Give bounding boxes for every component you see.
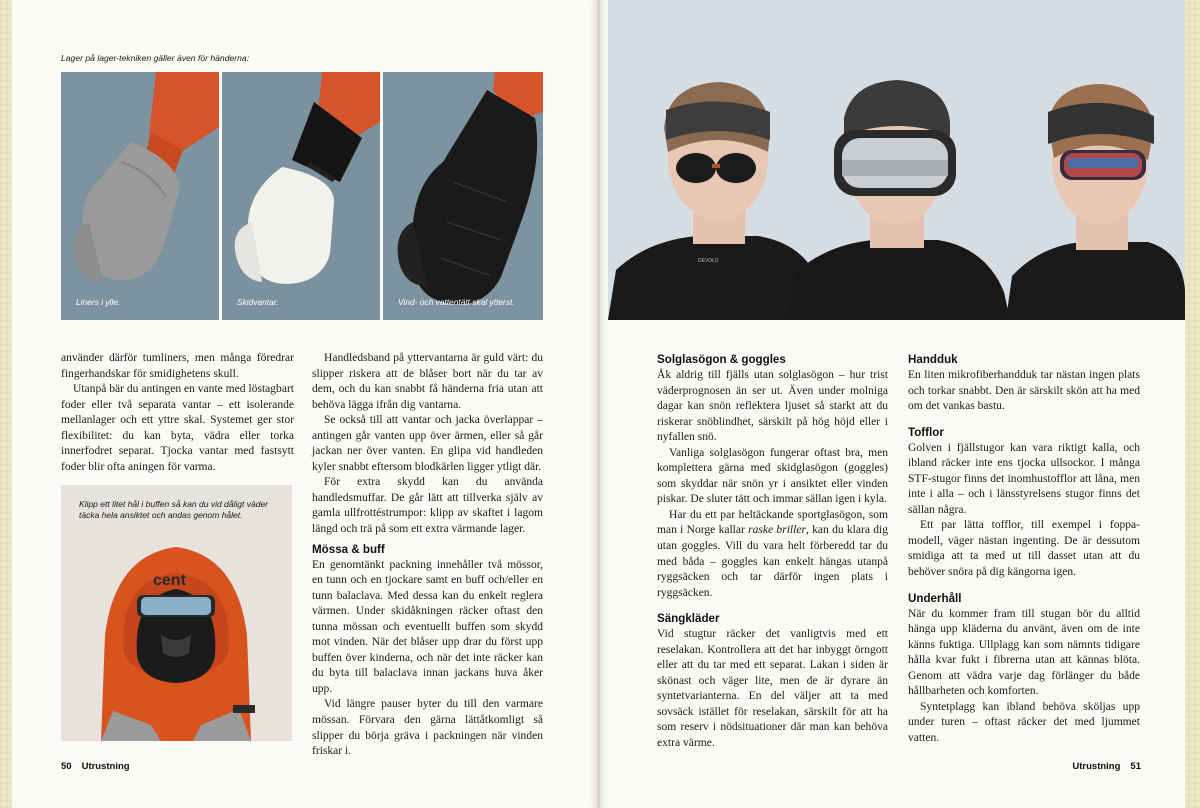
paragraph-raske-briller	[657, 508, 888, 601]
italic-term: raske briller	[748, 524, 806, 537]
paragraph: En genomtänkt packning innehåller två mössor, en tunn och en tjockare samt en buff och/eller en tunn balaclava. Med dessa kan du enkelt reglera värmen. Under skidåkningen räcker oftast den tunna mössan och eventuellt buffen som skydd mot vinden. När det blåser upp drar du först upp buffen över kinderna, och när det inte räcker kan du byta till balaclava innan jackans huva åker upp.	[312, 558, 543, 695]
buff-person-image	[61, 485, 292, 741]
shell-mitten-image	[383, 72, 543, 320]
paragraph: Vid stugtur räcker det vanligtvis med ett reselakan. Kontrollera att det har inbyggt örngott eller att du tar med ett separat. Lakan i siden är skönast och väger lite, men de är dyrare än syntetvarianterna. En del väljer att ta med sovsäck istället för reselakan, särskilt för att ha som reserv i nödsituationer där man kan behöva extra värme.	[657, 628, 888, 750]
folio-left	[61, 761, 130, 772]
heading-sunglasses-goggles: Solglasögon & goggles	[657, 353, 786, 366]
heading-bedding: Sängkläder	[657, 612, 720, 626]
heading-towel: Handduk	[908, 353, 958, 366]
ski-mitten-image	[222, 72, 380, 320]
paragraph: använder därför tumliners, men många föredrar fingerhandskar för smidighetens skull.	[61, 352, 294, 380]
paragraph: Utanpå bär du antingen en vante med löstagbart foder eller två separata vantar – ett isolerande mellanlager och ett yttre skal. Systemet ger stor flexibilitet: du kan byta, vädra eller torka innerfodret separat. Tjocka vantar med fastsytt foder blir ofta aningen för varma.	[61, 383, 294, 473]
photo-wool-liners	[61, 72, 219, 320]
photo-shell-mittens	[383, 72, 543, 320]
glove-photos-caption: Lager på lager-tekniken gäller även för händerna:	[61, 53, 250, 63]
paragraph: Handledsband på yttervantarna är guld värt: du slipper riskera att de blåser bort när du tar av dem, och du kan snabbt få händerna fria utan att behöva lägga ifrån dig vantarna.	[312, 352, 543, 411]
folio-right	[1072, 761, 1141, 772]
heading-slippers: Tofflor	[908, 425, 944, 439]
buff-photo-caption: Klipp ett litet hål i buffen så kan du vid dåligt väder täcka hela ansiktet och andas genom hålet.	[79, 499, 269, 520]
left-column-2	[312, 351, 543, 760]
photo-label-shell: Vind- och vattentätt skal ytterst.	[398, 297, 515, 307]
paragraph: Golven i fjällstugor kan vara riktigt kalla, och ibland räcker inte ens tjocka ullsockor. I många STF-stugor finns det inomhustofflor att låna, men inte i alla – och i länsstyrelsens stugor finns det sällan några.	[908, 441, 1140, 516]
photo-buff	[61, 485, 292, 741]
wool-mitten-image	[61, 72, 219, 320]
page-number: 50	[61, 761, 72, 772]
paragraph: Åk aldrig till fjälls utan solglasögon – hur trist väderprognosen än ser ut. Även under molniga dagar kan snön reflektera ljuset så starkt att du riskerar snöblindhet, särskilt på hög höjd eller i nyfallen snö.	[657, 369, 888, 444]
text-run: , kan du klara dig utan goggles. Vill du vara helt förberedd tar du med båda – goggles kan enkelt hängas utanpå ryggsäcken och tar därför ingen plats i ryggsäcken.	[657, 524, 888, 599]
eyewear-portraits-image	[608, 0, 1185, 320]
running-section: Utrustning	[81, 761, 130, 772]
photo-label-ski-gloves: Skidvantar.	[237, 297, 279, 307]
running-section: Utrustning	[1072, 761, 1121, 772]
paragraph: Vanliga solglasögon fungerar oftast bra, men komplettera gärna med skidglasögon (goggles) som skyddar när snön yr i ansiktet eller vinden piskar. De sluter tätt och immar sällan igen i kyla.	[657, 446, 888, 506]
right-column-1	[657, 352, 888, 752]
heading-hats-buff: Mössa & buff	[312, 542, 385, 556]
paragraph: Vid längre pauser byter du till den varmare mössan. Förvara den gärna lättåtkomligt så slipper du börja gräva i packningen när vinden friskar i.	[312, 698, 543, 758]
text-run: Har du ett par heltäckande sportglasögon, som man i Norge kallar	[657, 508, 888, 537]
page-number: 51	[1130, 761, 1141, 772]
paragraph: För extra skydd kan du använda handledsmuffar. De går lätt att tillverka själv av gamla ullfrottéstrumpor: klipp av skaftet i lagom längd och trä på som ett extra värmande lager.	[312, 476, 543, 536]
left-column-1	[61, 351, 294, 475]
photo-eyewear-models	[608, 0, 1185, 320]
left-page	[12, 0, 597, 808]
heading-maintenance: Underhåll	[908, 591, 962, 605]
right-page	[600, 0, 1185, 808]
shirt-logo-text: DEVOLD	[698, 258, 719, 264]
buff-logo-text: cent	[153, 572, 186, 589]
photo-label-liners: Liners i ylle.	[76, 297, 121, 307]
photo-ski-gloves	[222, 72, 380, 320]
paragraph: Ett par lätta tofflor, till exempel i foppa-modell, väger nästan ingenting. De är dessutom smidiga att ta med ut till dasset utan att du behöver snöra på dig kängorna igen.	[908, 519, 1140, 579]
paragraph: När du kommer fram till stugan bör du alltid hänga upp kläderna du använt, även om de inte känns fuktiga. Ullplagg kan som nämnts tidigare hålla kvar fukt i fibrerna utan att kännas blöta. Genom att vädra varje dag förlänger du både hållbarheten och komforten.	[908, 607, 1140, 698]
paragraph: Se också till att vantar och jacka överlappar – antingen går vanten upp över ärmen, eller så går jackan ner över vanten. En glipa vid handleden kyler snabbt eftersom blodkärlen ligger ytligt där.	[312, 414, 543, 473]
paragraph: En liten mikrofiberhandduk tar nästan ingen plats och torkar snabbt. Den är särskilt skön att ha med om det vankas bastu.	[908, 369, 1140, 413]
right-column-2	[908, 352, 1140, 746]
paragraph: Syntetplagg kan ibland behöva sköljas upp under turen – oftast räcker det med ljummet vatten.	[908, 700, 1140, 744]
